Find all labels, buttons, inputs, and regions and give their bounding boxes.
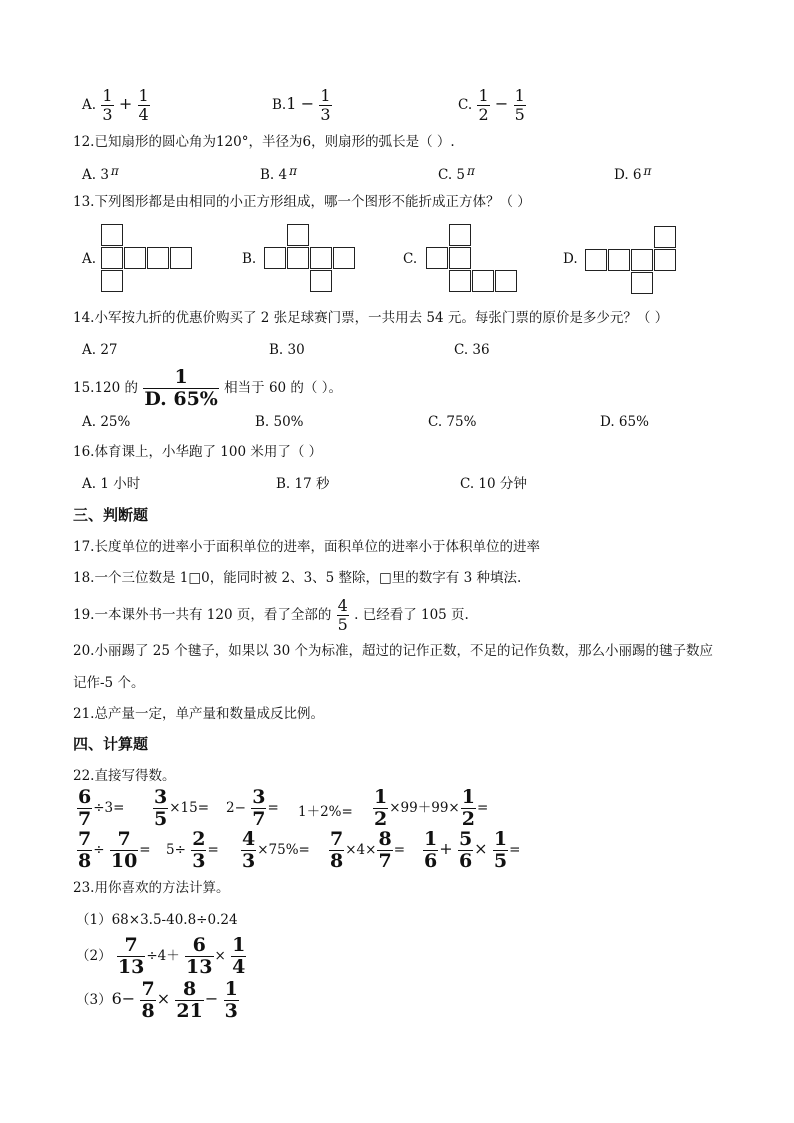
q14-option-a: A. 27 xyxy=(82,342,118,358)
numerator: 1 xyxy=(493,828,508,850)
fraction xyxy=(329,830,344,871)
q22-expr: 2− $\frac{3}{7}$ = xyxy=(226,786,279,830)
numerator: 6 xyxy=(78,786,92,808)
grid-cell xyxy=(654,226,676,248)
q23-part-1: （1）68×3.5-40.8÷0.24 xyxy=(76,912,238,928)
q14-text: 14.小军按九折的优惠价购买了 2 张足球赛门票，一共用去 54 元。每张门票的原价是多少元？（ ） xyxy=(73,310,669,326)
q12-text: 12.已知扇形的圆心角为120°，半径为6，则扇形的弧长是（ ）. xyxy=(73,134,455,150)
q12-option-d: D. 6 π xyxy=(614,164,652,183)
denominator: 3 xyxy=(320,105,331,124)
numerator: 7 xyxy=(110,830,138,851)
denominator: 3 xyxy=(242,850,256,872)
grid-cell xyxy=(147,247,169,269)
q21-text: 21.总产量一定，单产量和数量成反比例。 xyxy=(73,706,324,722)
q14-option-b: B. 30 xyxy=(269,342,305,358)
numerator: 7 xyxy=(78,828,92,850)
grid-cell xyxy=(426,247,448,269)
grid-cell xyxy=(287,247,309,269)
denominator: 10 xyxy=(110,850,138,872)
q20-text-line2: 记作-5 个。 xyxy=(73,675,145,691)
q22-expr: 1＋2%= xyxy=(298,804,353,820)
fraction xyxy=(191,830,206,871)
grid-cell xyxy=(449,247,471,269)
cube-net-c xyxy=(426,224,518,292)
numerator: 7 xyxy=(141,978,155,1000)
grid-cell xyxy=(585,249,607,271)
section-title: 四、计算题 xyxy=(73,735,149,753)
q13-label-a: A. xyxy=(82,251,97,267)
denominator: D. 65% xyxy=(144,388,218,410)
q15-option-b: B. 50% xyxy=(255,414,304,430)
grid-cell xyxy=(124,247,146,269)
q15-option-d: D. 65% xyxy=(600,414,649,430)
q16-option-b: B. 17 秒 xyxy=(276,476,330,492)
denominator: 5 xyxy=(337,615,348,634)
denominator: 7 xyxy=(378,850,392,872)
grid-cell xyxy=(101,270,123,292)
cube-net-a xyxy=(101,224,191,292)
fraction xyxy=(319,88,331,123)
grid-cell xyxy=(170,247,192,269)
fraction xyxy=(493,830,508,871)
q15-option-a: A. 25% xyxy=(82,414,131,430)
fraction xyxy=(185,936,213,977)
numerator: 1 xyxy=(374,786,388,808)
denominator: 8 xyxy=(141,1000,155,1022)
q22-expr: $\frac{7}{8}$ ÷ $\frac{7}{10}$ = xyxy=(78,828,151,872)
q16-text: 16.体育课上，小华跑了 100 米用了（ ） xyxy=(73,444,323,460)
fraction xyxy=(101,88,113,123)
grid-cell xyxy=(264,247,286,269)
grid-cell xyxy=(654,249,676,271)
q11-option-a: A. $\frac{1}{3}$ + $\frac{1}{4}$ xyxy=(82,86,149,124)
denominator: 3 xyxy=(102,105,113,124)
denominator: 5 xyxy=(514,105,525,124)
q17-text: 17.长度单位的进率小于面积单位的进率，面积单位的进率小于体积单位的进率 xyxy=(73,539,540,555)
grid-cell xyxy=(333,247,355,269)
numerator: 4 xyxy=(242,828,256,850)
numerator: 1 xyxy=(102,86,113,105)
fraction xyxy=(77,830,92,871)
grid-cell xyxy=(495,270,517,292)
denominator: 7 xyxy=(252,808,266,830)
fraction xyxy=(153,788,168,829)
denominator: 8 xyxy=(330,850,344,872)
numerator: 1 xyxy=(461,786,475,808)
fraction xyxy=(231,936,246,977)
denominator: 2 xyxy=(374,808,388,830)
fraction xyxy=(377,830,392,871)
denominator: 3 xyxy=(192,850,206,872)
fraction xyxy=(477,88,489,123)
numerator: 3 xyxy=(252,786,266,808)
q12-option-b: B. 4 π xyxy=(260,164,297,183)
q11-option-b: B.1 − $\frac{1}{3}$ xyxy=(272,86,331,124)
grid-cell xyxy=(608,249,630,271)
denominator: 13 xyxy=(117,956,145,978)
denominator: 3 xyxy=(224,1000,238,1022)
denominator: 21 xyxy=(176,1000,203,1022)
q15-option-c: C. 75% xyxy=(428,414,477,430)
fraction xyxy=(458,830,473,871)
q15-text: 15.120 的 $\frac{1}{D. 65\%}$ 相当于 60 的（ ）。 xyxy=(73,366,342,410)
fraction xyxy=(224,980,239,1021)
fraction xyxy=(251,788,266,829)
grid-cell xyxy=(449,224,471,246)
q16-option-c: C. 10 分钟 xyxy=(460,476,527,492)
numerator: 1 xyxy=(424,828,438,850)
numerator: 1 xyxy=(320,86,331,105)
numerator: 1 xyxy=(232,934,246,956)
denominator: 6 xyxy=(424,850,438,872)
numerator: 1 xyxy=(138,86,149,105)
grid-cell xyxy=(631,249,653,271)
grid-cell xyxy=(472,270,494,292)
numerator: 8 xyxy=(378,828,392,850)
denominator: 13 xyxy=(186,956,213,978)
q12-option-a: A. 3 π xyxy=(82,164,119,183)
q13-label-b: B. xyxy=(242,251,257,267)
fraction xyxy=(143,368,219,409)
numerator: 4 xyxy=(337,596,348,615)
q11-option-c: C. $\frac{1}{2}$ − $\frac{1}{5}$ xyxy=(458,86,525,124)
q19-text: 19.一本课外书一共有 120 页，看了全部的 $\frac{4}{5}$ . 已经看了 105 页. xyxy=(73,596,469,634)
fraction xyxy=(373,788,388,829)
denominator: 7 xyxy=(78,808,92,830)
fraction xyxy=(117,936,145,977)
denominator: 6 xyxy=(458,850,473,872)
numerator: 8 xyxy=(175,980,203,1001)
numerator: 3 xyxy=(154,786,168,808)
q22-expr: $\frac{3}{5}$ ×15= xyxy=(154,786,210,830)
denominator: 5 xyxy=(154,808,168,830)
fraction xyxy=(110,830,138,871)
q23-part-3: （3）6− $\frac{7}{8}$ × $\frac{8}{21}$ − $\frac{1}{3}$ xyxy=(76,978,238,1022)
numerator: 5 xyxy=(458,828,473,850)
numerator: 1 xyxy=(514,86,525,105)
q13-label-d: D. xyxy=(563,251,578,267)
q22-expr: $\frac{1}{2}$ ×99＋99× $\frac{1}{2}$ = xyxy=(374,786,489,830)
numerator: 1 xyxy=(478,86,489,105)
numerator: 2 xyxy=(192,828,206,850)
q23-part-2: （2） $\frac{7}{13}$ ÷4＋ $\frac{6}{13}$ × $\frac{1}{4}$ xyxy=(76,934,246,978)
grid-cell xyxy=(631,272,653,294)
cube-net-b xyxy=(264,224,354,292)
fraction xyxy=(423,830,438,871)
grid-cell xyxy=(287,224,309,246)
q22-expr: $\frac{4}{3}$ ×75%= xyxy=(242,828,310,872)
fraction xyxy=(461,788,476,829)
fraction xyxy=(337,598,349,633)
q22-expr: 5÷ $\frac{2}{3}$ = xyxy=(166,828,219,872)
q22-expr: $\frac{6}{7}$ ÷3= xyxy=(78,786,125,830)
q13-label-c: C. xyxy=(403,251,418,267)
fraction xyxy=(138,88,150,123)
fraction xyxy=(77,788,92,829)
q22-expr: $\frac{7}{8}$ ×4× $\frac{8}{7}$ = xyxy=(330,828,405,872)
grid-cell xyxy=(101,247,123,269)
grid-cell xyxy=(101,224,123,246)
q20-text-line1: 20.小丽踢了 25 个毽子，如果以 30 个为标准，超过的记作正数，不足的记作负数，那么小丽踢的毽子数应 xyxy=(73,643,713,659)
fraction xyxy=(140,980,155,1021)
grid-cell xyxy=(310,247,332,269)
denominator: 4 xyxy=(232,956,246,978)
fraction xyxy=(514,88,526,123)
fraction xyxy=(241,830,256,871)
numerator: 7 xyxy=(117,936,145,957)
q16-option-a: A. 1 小时 xyxy=(82,476,141,492)
grid-cell xyxy=(449,270,471,292)
denominator: 5 xyxy=(493,850,508,872)
q22-text: 22.直接写得数。 xyxy=(73,768,176,784)
cube-net-d xyxy=(585,226,677,294)
denominator: 2 xyxy=(461,808,475,830)
q14-option-c: C. 36 xyxy=(454,342,490,358)
numerator: 1 xyxy=(143,368,219,389)
q22-expr: $\frac{1}{6}$ + $\frac{5}{6}$ × $\frac{1}{5}$ = xyxy=(424,828,521,872)
fraction xyxy=(175,980,203,1021)
grid-cell xyxy=(310,270,332,292)
numerator: 7 xyxy=(330,828,344,850)
denominator: 8 xyxy=(78,850,92,872)
denominator: 2 xyxy=(478,105,489,124)
section-title: 三、判断题 xyxy=(73,506,149,524)
numerator: 6 xyxy=(185,936,213,957)
q23-text: 23.用你喜欢的方法计算。 xyxy=(73,880,230,896)
q18-text: 18.一个三位数是 1□0，能同时被 2、3、5 整除，□里的数字有 3 种填法. xyxy=(73,570,522,586)
q13-text: 13.下列图形都是由相同的小正方形组成，哪一个图形不能折成正方体？（ ） xyxy=(73,194,531,210)
denominator: 4 xyxy=(138,105,149,124)
q12-option-c: C. 5 π xyxy=(438,164,475,183)
numerator: 1 xyxy=(224,978,238,1000)
